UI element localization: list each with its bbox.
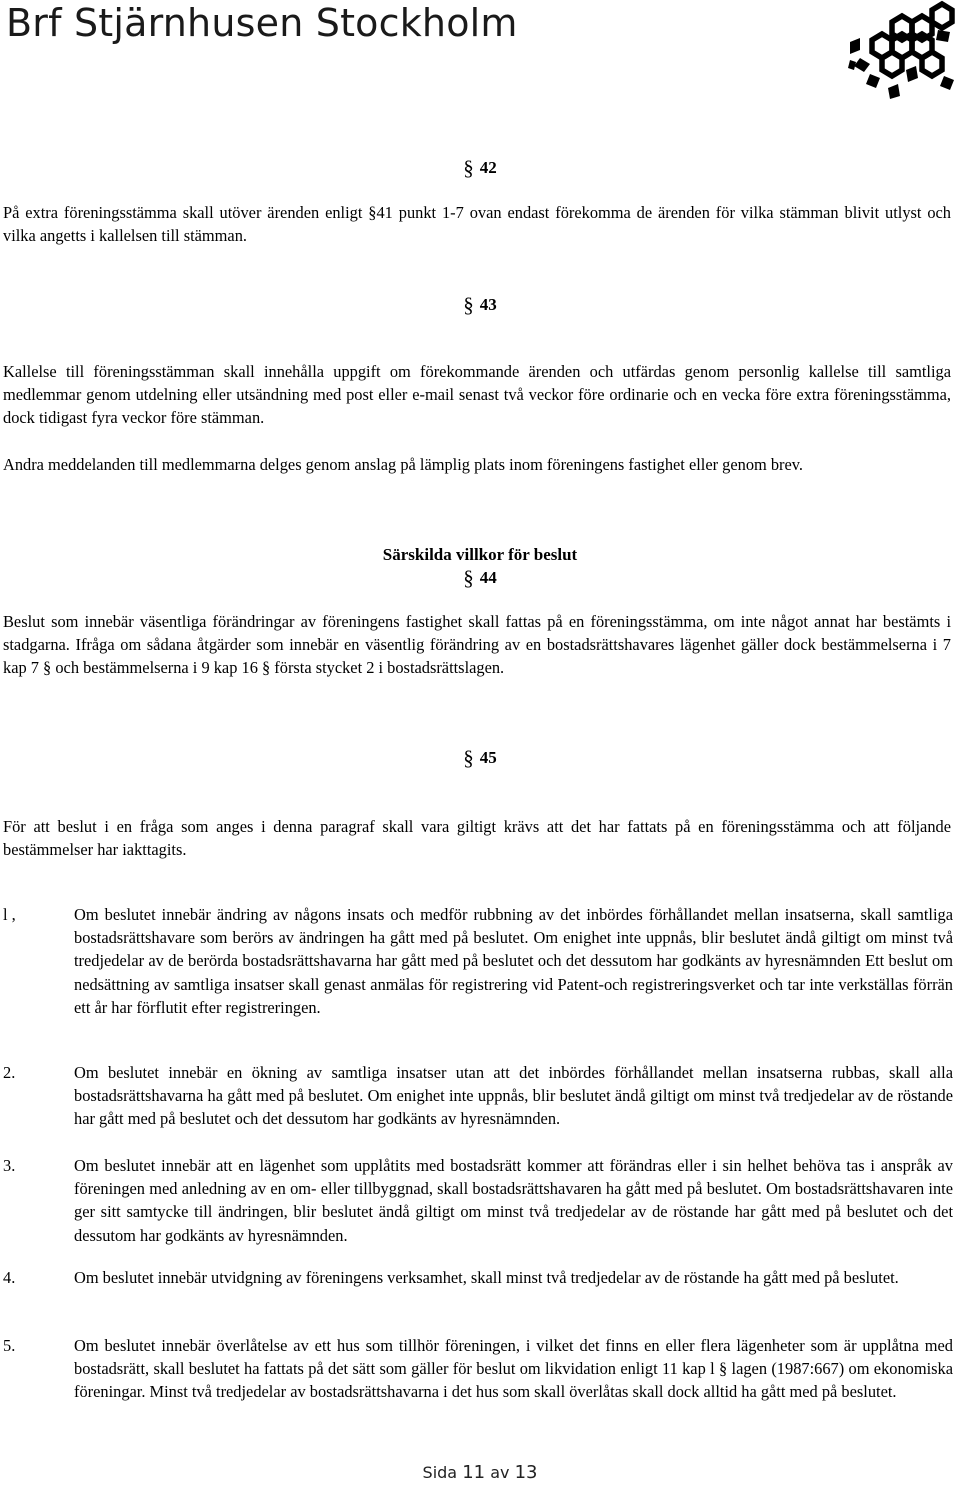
- section-number: 45: [479, 748, 497, 767]
- list-item-number: 2.: [3, 1063, 16, 1082]
- section-number: 42: [479, 158, 497, 177]
- star-cluster-logo-icon: [846, 0, 958, 100]
- list-item-number: 5.: [3, 1336, 16, 1355]
- section-45-paragraph: För att beslut i en fråga som anges i denna paragraf skall vara giltigt krävs att det har fattats på en föreningsstämma och att följande bestämmelser har iakttagits.: [3, 817, 951, 860]
- section-number: 44: [479, 568, 497, 587]
- list-item-number: 3.: [3, 1156, 16, 1175]
- document-header-title: Brf Stjärnhusen Stockholm: [6, 1, 518, 45]
- section-43-paragraph-1: Kallelse till föreningsstämman skall innehålla uppgift om förekommande ärenden och utfärdas genom personlig kallelse till samtliga medlemmar genom utdelning eller utsändning med post eller e-mail senast två veckor före ordinarie och en vecka före extra föreningsstämma, dock tidigast fyra veckor före stämman.: [3, 362, 951, 428]
- list-item-text: Om beslutet innebär ändring av någons insats och medför rubbning av det inbördes förhållandet mellan insatserna, skall samtliga bostadsrättshavare som berörs av ändringen ha gått med på beslutet. Om enighet inte uppnås, blir beslutet ändå giltigt om minst två tredjedelar av de berörda bostadsrättshavarna har gått med på beslutet och det dessutom har godkänts av hyresnämnden Ett beslut om nedsättning av samtliga insatser skall genast anmälas för registrering vid Patent-och registreringsverket och tar inte verkställas förrän ett år har förflutit efter registreringen.: [74, 905, 953, 1017]
- list-item-text: Om beslutet innebär utvidgning av föreningens verksamhet, skall minst två tredjedelar av de röstande ha gått med på beslutet.: [74, 1268, 899, 1287]
- list-item-text: Om beslutet innebär en ökning av samtliga insatser utan att det inbördes förhållandet mellan insatserna rubbas, skall alla bostadsrättshavarna ha gått med på beslutet. Om enighet inte uppnås, blir beslutet ändå giltigt om minst två tredjedelar av de röstande har gått med på beslutet och det dessutom har godkänts av hyresnämnden.: [74, 1063, 953, 1129]
- current-page-number: 11: [462, 1462, 486, 1483]
- list-item-number: 4.: [3, 1268, 16, 1287]
- section-symbol: §: [463, 746, 474, 770]
- section-subheading-special-conditions: Särskilda villkor för beslut: [382, 545, 578, 564]
- section-heading-43: [0, 293, 960, 317]
- section-44-paragraph: Beslut som innebär väsentliga förändringar av föreningens fastighet skall fattas på en föreningsstämma, om inte något annat har bestämts i stadgarna. Ifråga om sådana åtgärder som innebär en väsentlig förändring av en bostadsrättshavares lägenhet gäller dock bestämmelserna i 7 kap 7 § och bestämmelserna i 9 kap 16 § första stycket 2 i bostadsrättslagen.: [3, 612, 951, 678]
- page-separator: av: [490, 1463, 510, 1482]
- section-symbol: §: [463, 293, 474, 317]
- page-footer: [0, 1462, 960, 1484]
- section-heading-42: [0, 156, 960, 180]
- section-symbol: §: [463, 156, 474, 180]
- section-43-paragraph-2: Andra meddelanden till medlemmarna delges genom anslag på lämplig plats inom föreningens fastighet eller genom brev.: [3, 455, 804, 474]
- section-heading-44: [0, 566, 960, 590]
- section-symbol: §: [463, 566, 474, 590]
- section-number: 43: [479, 295, 497, 314]
- section-heading-45: [0, 746, 960, 770]
- page-label: Sida: [422, 1463, 458, 1482]
- total-pages: 13: [514, 1462, 538, 1483]
- list-item-text: Om beslutet innebär att en lägenhet som upplåtits med bostadsrätt kommer att förändras eller i sin helhet behöva tas i anspråk av föreningen med anledning av en om- eller tillbyggnad, skall bostadsrättshavaren ha gått med på beslutet. Om bostadsrättshavaren inte ger sitt samtycke till ändringen, blir beslutet ändå giltigt om minst två tredjedelar av de röstande har gått med på beslutet och det dessutom har godkänts av hyresnämnden.: [74, 1156, 953, 1245]
- section-42-paragraph: På extra föreningsstämma skall utöver ärenden enligt §41 punkt 1-7 ovan endast förekomma de ärenden för vilka stämman blivit utlyst och vilka angetts i kallelsen till stämman.: [3, 203, 951, 246]
- list-item-text: Om beslutet innebär överlåtelse av ett hus som tillhör föreningen, i vilket det finns en eller flera lägenheter som är upplåtna med bostadsrätt, skall beslutet ha fattats på det sätt som gäller för beslut om likvidation enligt 11 kap l § lagen (1987:667) om ekonomiska föreningar. Minst två tredjedelar av bostadsrättshavarna i det hus som skall överlåtas skall dock alltid ha gått med på beslutet.: [74, 1336, 953, 1402]
- list-item-number: l ,: [3, 905, 16, 924]
